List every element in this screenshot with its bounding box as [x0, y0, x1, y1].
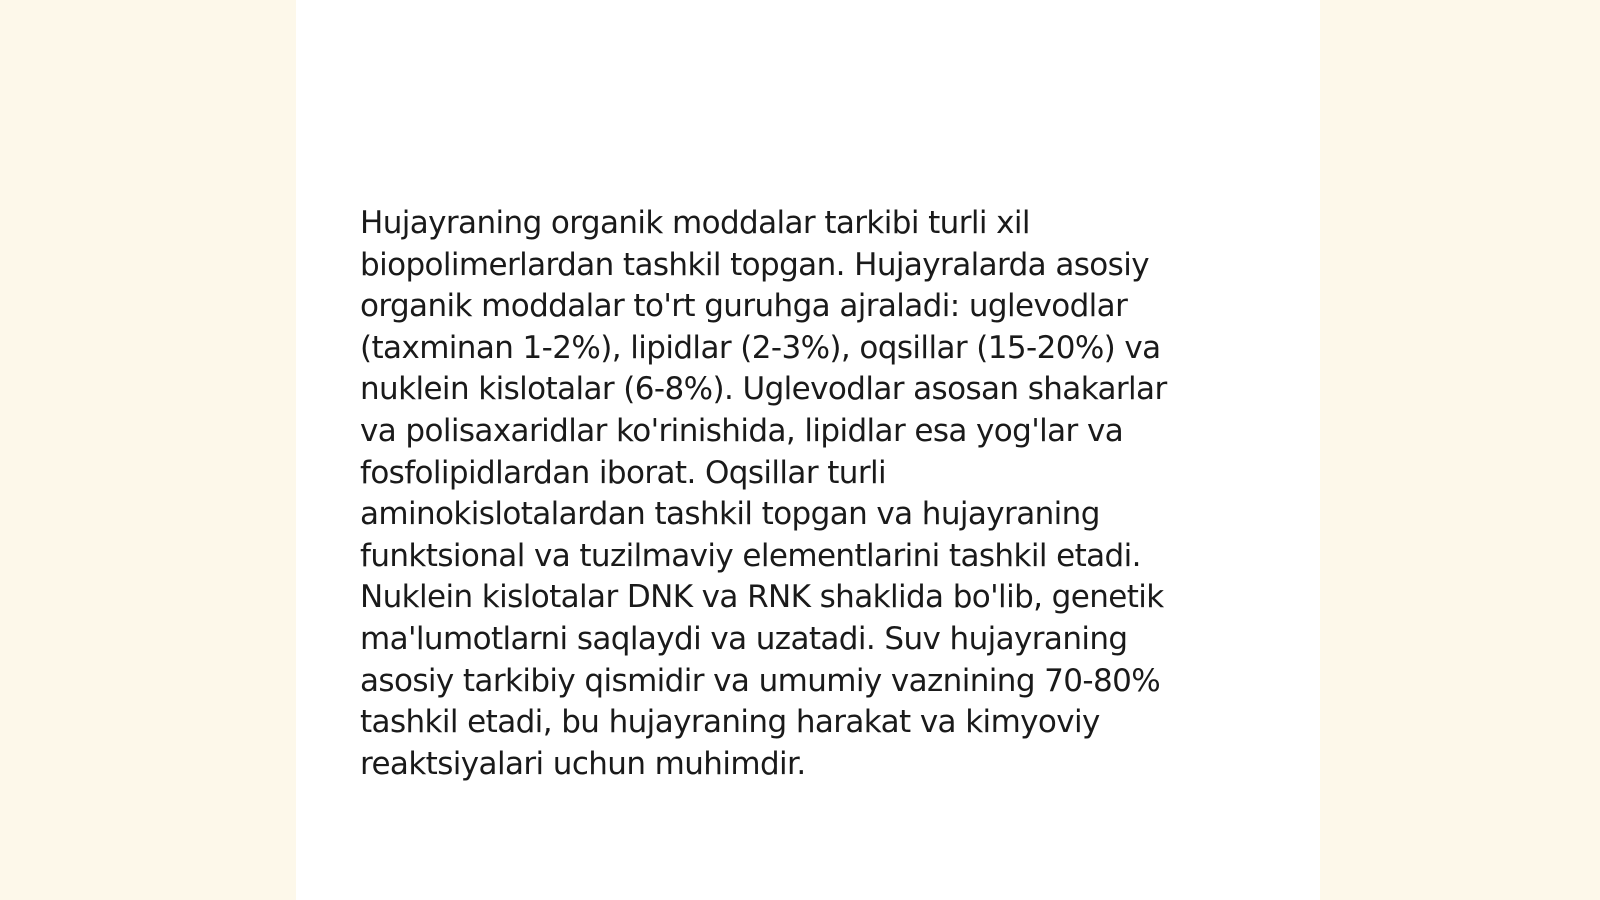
paragraph-line: aminokislotalardan tashkil topgan va hujayraning: [360, 496, 1100, 533]
paragraph-line: asosiy tarkibiy qismidir va umumiy vaznining 70-80%: [360, 662, 1161, 699]
paragraph-line: fosfolipidlardan iborat. Oqsillar turli: [360, 454, 886, 491]
paragraph-line: nuklein kislotalar (6-8%). Uglevodlar asosan shakarlar: [360, 371, 1167, 408]
body-paragraph: [360, 203, 1240, 785]
paragraph-line: Nuklein kislotalar DNK va RNK shaklida bo'lib, genetik: [360, 579, 1164, 616]
paragraph-line: Hujayraning organik moddalar tarkibi turli xil: [360, 205, 1030, 241]
paragraph-line: (taxminan 1-2%), lipidlar (2-3%), oqsillar (15-20%) va: [360, 329, 1161, 366]
paragraph-line: tashkil etadi, bu hujayraning harakat va kimyoviy: [360, 704, 1100, 741]
paragraph-line: funktsional va tuzilmaviy elementlarini tashkil etadi.: [360, 537, 1141, 574]
document-page: [296, 0, 1320, 900]
paragraph-line: organik moddalar to'rt guruhga ajraladi: uglevodlar: [360, 288, 1128, 325]
paragraph-line: reaktsiyalari uchun muhimdir.: [360, 745, 806, 782]
paragraph-line: biopolimerlardan tashkil topgan. Hujayralarda asosiy: [360, 246, 1149, 283]
paragraph-line: ma'lumotlarni saqlaydi va uzatadi. Suv hujayraning: [360, 620, 1128, 657]
paragraph-line: va polisaxaridlar ko'rinishida, lipidlar esa yog'lar va: [360, 412, 1124, 449]
